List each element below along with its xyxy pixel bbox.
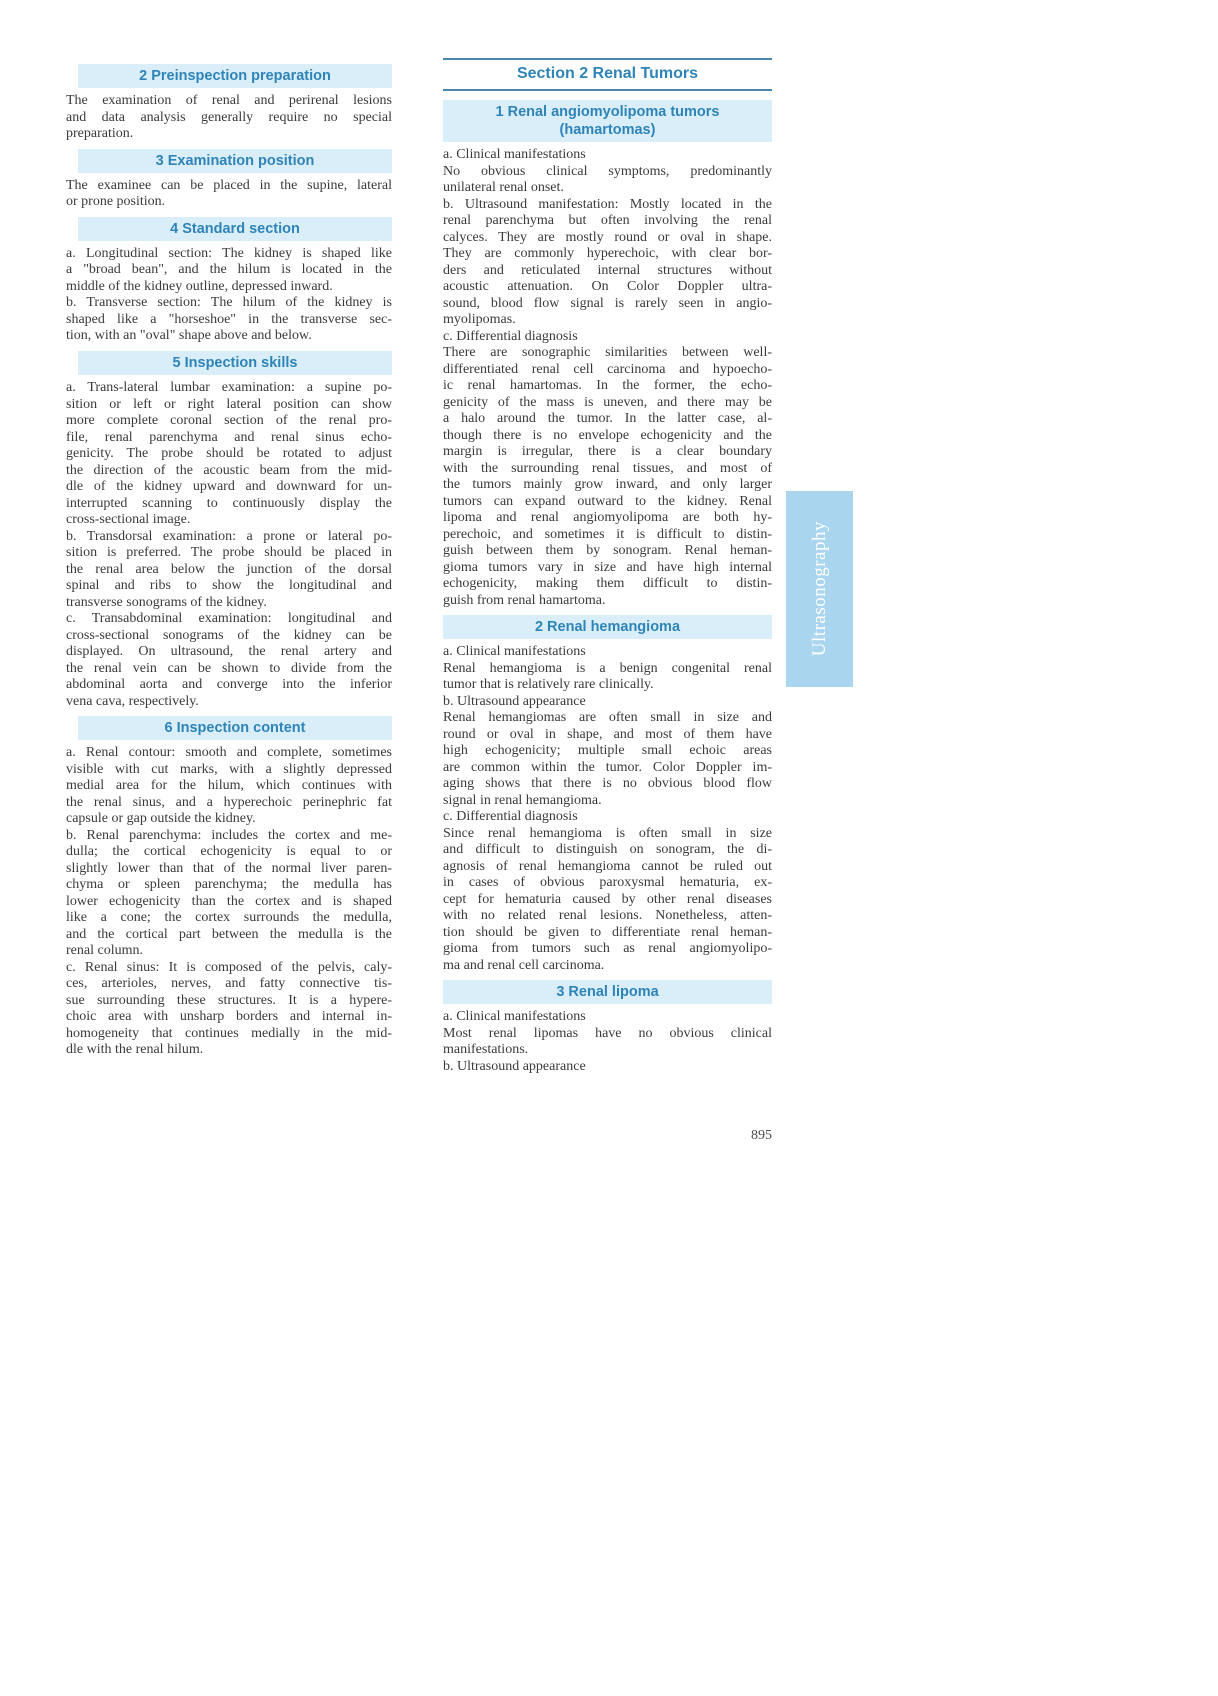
- text-line: displayed. On ultrasound, the renal artery and: [66, 644, 392, 659]
- text-line: preparation.: [66, 126, 134, 142]
- text-line: a. Longitudinal section: The kidney is shaped like: [66, 245, 392, 261]
- chapter-tab-label: Ultrasonography: [808, 521, 830, 657]
- text-line: differentiated renal cell carcinoma and hypoecho-: [443, 361, 772, 377]
- heading-line: 3 Renal lipoma: [556, 984, 659, 1001]
- text-line: ders and reticulated internal structures without: [443, 262, 772, 278]
- paragraph: [443, 694, 772, 711]
- text-line: echogenicity, making them difficult to distin-: [443, 576, 772, 592]
- paragraph: [66, 178, 392, 211]
- text-line: the renal area below the junction of the dorsal: [66, 561, 392, 577]
- text-line: c. Differential diagnosis: [443, 809, 578, 825]
- text-line: a. Clinical manifestations: [443, 644, 586, 660]
- text-line: cross-sectional sonograms of the kidney can be: [66, 627, 392, 643]
- text-line: the direction of the acoustic beam from the mid-: [66, 462, 392, 478]
- text-line: Renal hemangiomas are often small in size and: [443, 710, 772, 726]
- text-line: slightly lower than that of the normal liver paren-: [66, 860, 392, 876]
- paragraph: [443, 1059, 772, 1076]
- section-heading: [443, 58, 772, 91]
- text-line: acoustic attenuation. On Color Doppler ultra-: [443, 279, 772, 295]
- text-line: chyma or spleen parenchyma; the medulla has: [66, 877, 392, 893]
- text-line: tumors can expand outward to the kidney. Renal: [443, 493, 772, 509]
- left-column: [66, 58, 392, 1059]
- text-line: margin is irregular, there is a clear boundary: [443, 444, 772, 460]
- text-line: high echogenicity; multiple small echoic areas: [443, 743, 772, 759]
- text-line: medial area for the hilum, which continues with: [66, 778, 392, 794]
- text-line: manifestations.: [443, 1042, 529, 1058]
- text-line: a. Clinical manifestations: [443, 147, 586, 163]
- text-line: a. Renal contour: smooth and complete, sometimes: [66, 745, 392, 761]
- paragraph: [443, 809, 772, 826]
- text-line: dulla; the cortical echogenicity is equal to or: [66, 844, 392, 860]
- text-line: in cases of obvious paroxysmal hematuria, ex-: [443, 875, 772, 891]
- paragraph: [443, 1026, 772, 1059]
- text-line: ces, arterioles, nerves, and fatty connective tis-: [66, 976, 392, 992]
- text-line: like a cone; the cortex surrounds the medulla,: [66, 910, 392, 926]
- text-line: a halo around the tumor. In the latter case, al-: [443, 411, 772, 427]
- text-line: guish from renal hamartoma.: [443, 592, 606, 608]
- section-heading: [78, 64, 392, 88]
- text-line: sition or left or right lateral position can show: [66, 396, 392, 412]
- text-line: visible with cut marks, with a slightly depressed: [66, 761, 392, 777]
- text-line: are common within the tumor. Color Doppler im-: [443, 759, 772, 775]
- paragraph: [443, 345, 772, 609]
- text-line: the tumors mainly grow inward, and only larger: [443, 477, 772, 493]
- heading-line: 3 Examination position: [155, 152, 315, 169]
- text-line: renal column.: [66, 943, 143, 959]
- paragraph: [66, 529, 392, 612]
- text-line: sition is preferred. The probe should be placed in: [66, 545, 392, 560]
- text-line: tion should be given to differentiate renal heman-: [443, 924, 772, 940]
- text-line: more complete coronal section of the renal pro-: [66, 413, 392, 428]
- text-line: b. Transdorsal examination: a prone or lateral po-: [66, 528, 392, 544]
- section-heading: [443, 100, 772, 142]
- paragraph: [443, 147, 772, 164]
- section-heading: [78, 149, 392, 173]
- right-column: [443, 58, 772, 1075]
- text-line: perechoic, and sometimes it is difficult to distin-: [443, 526, 772, 542]
- heading-line: 2 Preinspection preparation: [139, 68, 331, 84]
- text-line: genicity of the mass is uneven, and there may be: [443, 394, 772, 410]
- text-line: No obvious clinical symptoms, predominantly: [443, 163, 772, 179]
- text-line: myolipomas.: [443, 312, 516, 328]
- text-line: lipoma and renal angiomyolipoma are both hy-: [443, 510, 772, 526]
- heading-line: 2 Renal hemangioma: [534, 619, 681, 636]
- paragraph: [66, 246, 392, 296]
- paragraph: [443, 197, 772, 329]
- text-line: b. Ultrasound appearance: [443, 1058, 586, 1074]
- text-line: lower echogenicity than the cortex and is shaped: [66, 893, 392, 909]
- paragraph: [443, 164, 772, 197]
- text-line: There are sonographic similarities between well-: [443, 345, 772, 361]
- heading-line: Section 2 Renal Tumors: [516, 65, 699, 82]
- text-line: vena cava, respectively.: [66, 693, 199, 709]
- paragraph: [443, 826, 772, 975]
- section-heading: [78, 351, 392, 375]
- text-line: Renal hemangioma is a benign congenital renal: [443, 660, 772, 676]
- text-line: The examinee can be placed in the supine, lateral: [66, 177, 392, 193]
- text-line: signal in renal hemangioma.: [443, 792, 602, 808]
- text-line: tion, with an "oval" shape above and below.: [66, 328, 312, 344]
- heading-line: 6 Inspection content: [164, 720, 306, 736]
- text-line: transverse sonograms of the kidney.: [66, 594, 267, 610]
- text-line: and data analysis generally require no special: [66, 109, 392, 125]
- text-line: Since renal hemangioma is often small in size: [443, 825, 772, 841]
- text-line: Most renal lipomas have no obvious clinical: [443, 1025, 772, 1041]
- text-line: ic renal hamartomas. In the former, the echo-: [443, 378, 772, 394]
- text-line: cept for hematuria caused by other renal diseases: [443, 891, 772, 907]
- paragraph: [443, 661, 772, 694]
- text-line: spinal and ribs to show the longitudinal and: [66, 578, 392, 593]
- paragraph: [66, 611, 392, 710]
- text-line: The examination of renal and perirenal lesions: [66, 93, 392, 109]
- text-line: with the surrounding renal tissues, and most of: [443, 460, 772, 476]
- text-line: cross-sectional image.: [66, 512, 191, 527]
- text-line: a. Clinical manifestations: [443, 1009, 586, 1025]
- paragraph: [66, 960, 392, 1059]
- text-line: file, renal parenchyma and renal sinus echo-: [66, 429, 392, 445]
- text-line: aging shows that there is no obvious blood flow: [443, 776, 772, 792]
- section-heading: [78, 217, 392, 241]
- text-line: or prone position.: [66, 194, 166, 210]
- text-line: c. Transabdominal examination: longitudinal and: [66, 611, 392, 626]
- text-line: a. Trans-lateral lumbar examination: a supine po-: [66, 380, 392, 395]
- paragraph: [66, 93, 392, 143]
- text-line: though there is no envelope echogenicity and the: [443, 427, 772, 443]
- text-line: dle with the renal hilum.: [66, 1042, 204, 1058]
- heading-line: 1 Renal angiomyolipoma tumors: [495, 103, 720, 120]
- page-number: 895: [751, 1128, 772, 1143]
- text-line: renal parenchyma but often involving the renal: [443, 213, 772, 229]
- text-line: with no related renal lesions. Nonetheless, atten-: [443, 908, 772, 924]
- paragraph: [443, 644, 772, 661]
- heading-line: 4 Standard section: [170, 220, 300, 237]
- text-line: sue surrounding these structures. It is a hypere-: [66, 992, 392, 1008]
- text-line: dle of the kidney upward and downward for un-: [66, 479, 392, 494]
- text-line: b. Renal parenchyma: includes the cortex and me-: [66, 827, 392, 843]
- text-line: sound, blood flow signal is rarely seen in angio-: [443, 295, 772, 311]
- text-line: unilateral renal onset.: [443, 180, 564, 196]
- text-line: round or oval in shape, and most of them have: [443, 726, 772, 742]
- text-line: genicity. The probe should be rotated to adjust: [66, 446, 392, 461]
- paragraph: [66, 295, 392, 345]
- text-line: b. Ultrasound manifestation: Mostly located in the: [443, 196, 772, 212]
- text-line: and difficult to distinguish on sonogram, the di-: [443, 842, 772, 858]
- text-line: ma and renal cell carcinoma.: [443, 957, 605, 973]
- text-line: gioma tumors vary in size and have high internal: [443, 559, 772, 575]
- paragraph: [66, 380, 392, 529]
- text-line: the renal vein can be shown to divide from the: [66, 660, 392, 676]
- text-line: homogeneity that continues medially in the mid-: [66, 1025, 392, 1041]
- heading-line: (hamartomas): [559, 121, 656, 138]
- text-line: middle of the kidney outline, depressed inward.: [66, 278, 333, 294]
- text-line: the renal sinus, and a hyperechoic perinephric fat: [66, 794, 392, 810]
- text-line: capsule or gap outside the kidney.: [66, 811, 256, 827]
- text-line: guish between them by sonogram. Renal heman-: [443, 543, 772, 559]
- section-heading: [443, 980, 772, 1004]
- text-line: abdominal aorta and converge into the inferior: [66, 677, 392, 692]
- text-line: calyces. They are mostly round or oval in shape.: [443, 229, 772, 245]
- paragraph: [443, 1009, 772, 1026]
- text-line: agnosis of renal hemangioma cannot be ruled out: [443, 858, 772, 874]
- text-line: c. Renal sinus: It is composed of the pelvis, caly-: [66, 959, 392, 975]
- section-heading: [443, 615, 772, 639]
- section-heading: [78, 716, 392, 740]
- paragraph: [443, 710, 772, 809]
- paragraph: [66, 828, 392, 960]
- paragraph: [66, 745, 392, 828]
- text-line: c. Differential diagnosis: [443, 328, 578, 344]
- text-line: shaped like a "horseshoe" in the transverse sec-: [66, 311, 392, 327]
- text-line: a "broad bean", and the hilum is located in the: [66, 262, 392, 278]
- text-line: b. Transverse section: The hilum of the kidney is: [66, 295, 392, 311]
- text-line: choic area with unsharp borders and internal in-: [66, 1009, 392, 1025]
- text-line: and the cortical part between the medulla is the: [66, 926, 392, 942]
- text-line: b. Ultrasound appearance: [443, 693, 586, 709]
- paragraph: [443, 329, 772, 346]
- text-line: tumor that is relatively rare clinically.: [443, 677, 654, 693]
- text-line: gioma from tumors such as renal angiomyolipo-: [443, 941, 772, 957]
- text-line: interrupted scanning to continuously display the: [66, 495, 392, 511]
- heading-line: 5 Inspection skills: [172, 354, 298, 371]
- chapter-thumb-tab: [786, 491, 853, 687]
- text-line: They are commonly hyperechoic, with clear bor-: [443, 246, 772, 262]
